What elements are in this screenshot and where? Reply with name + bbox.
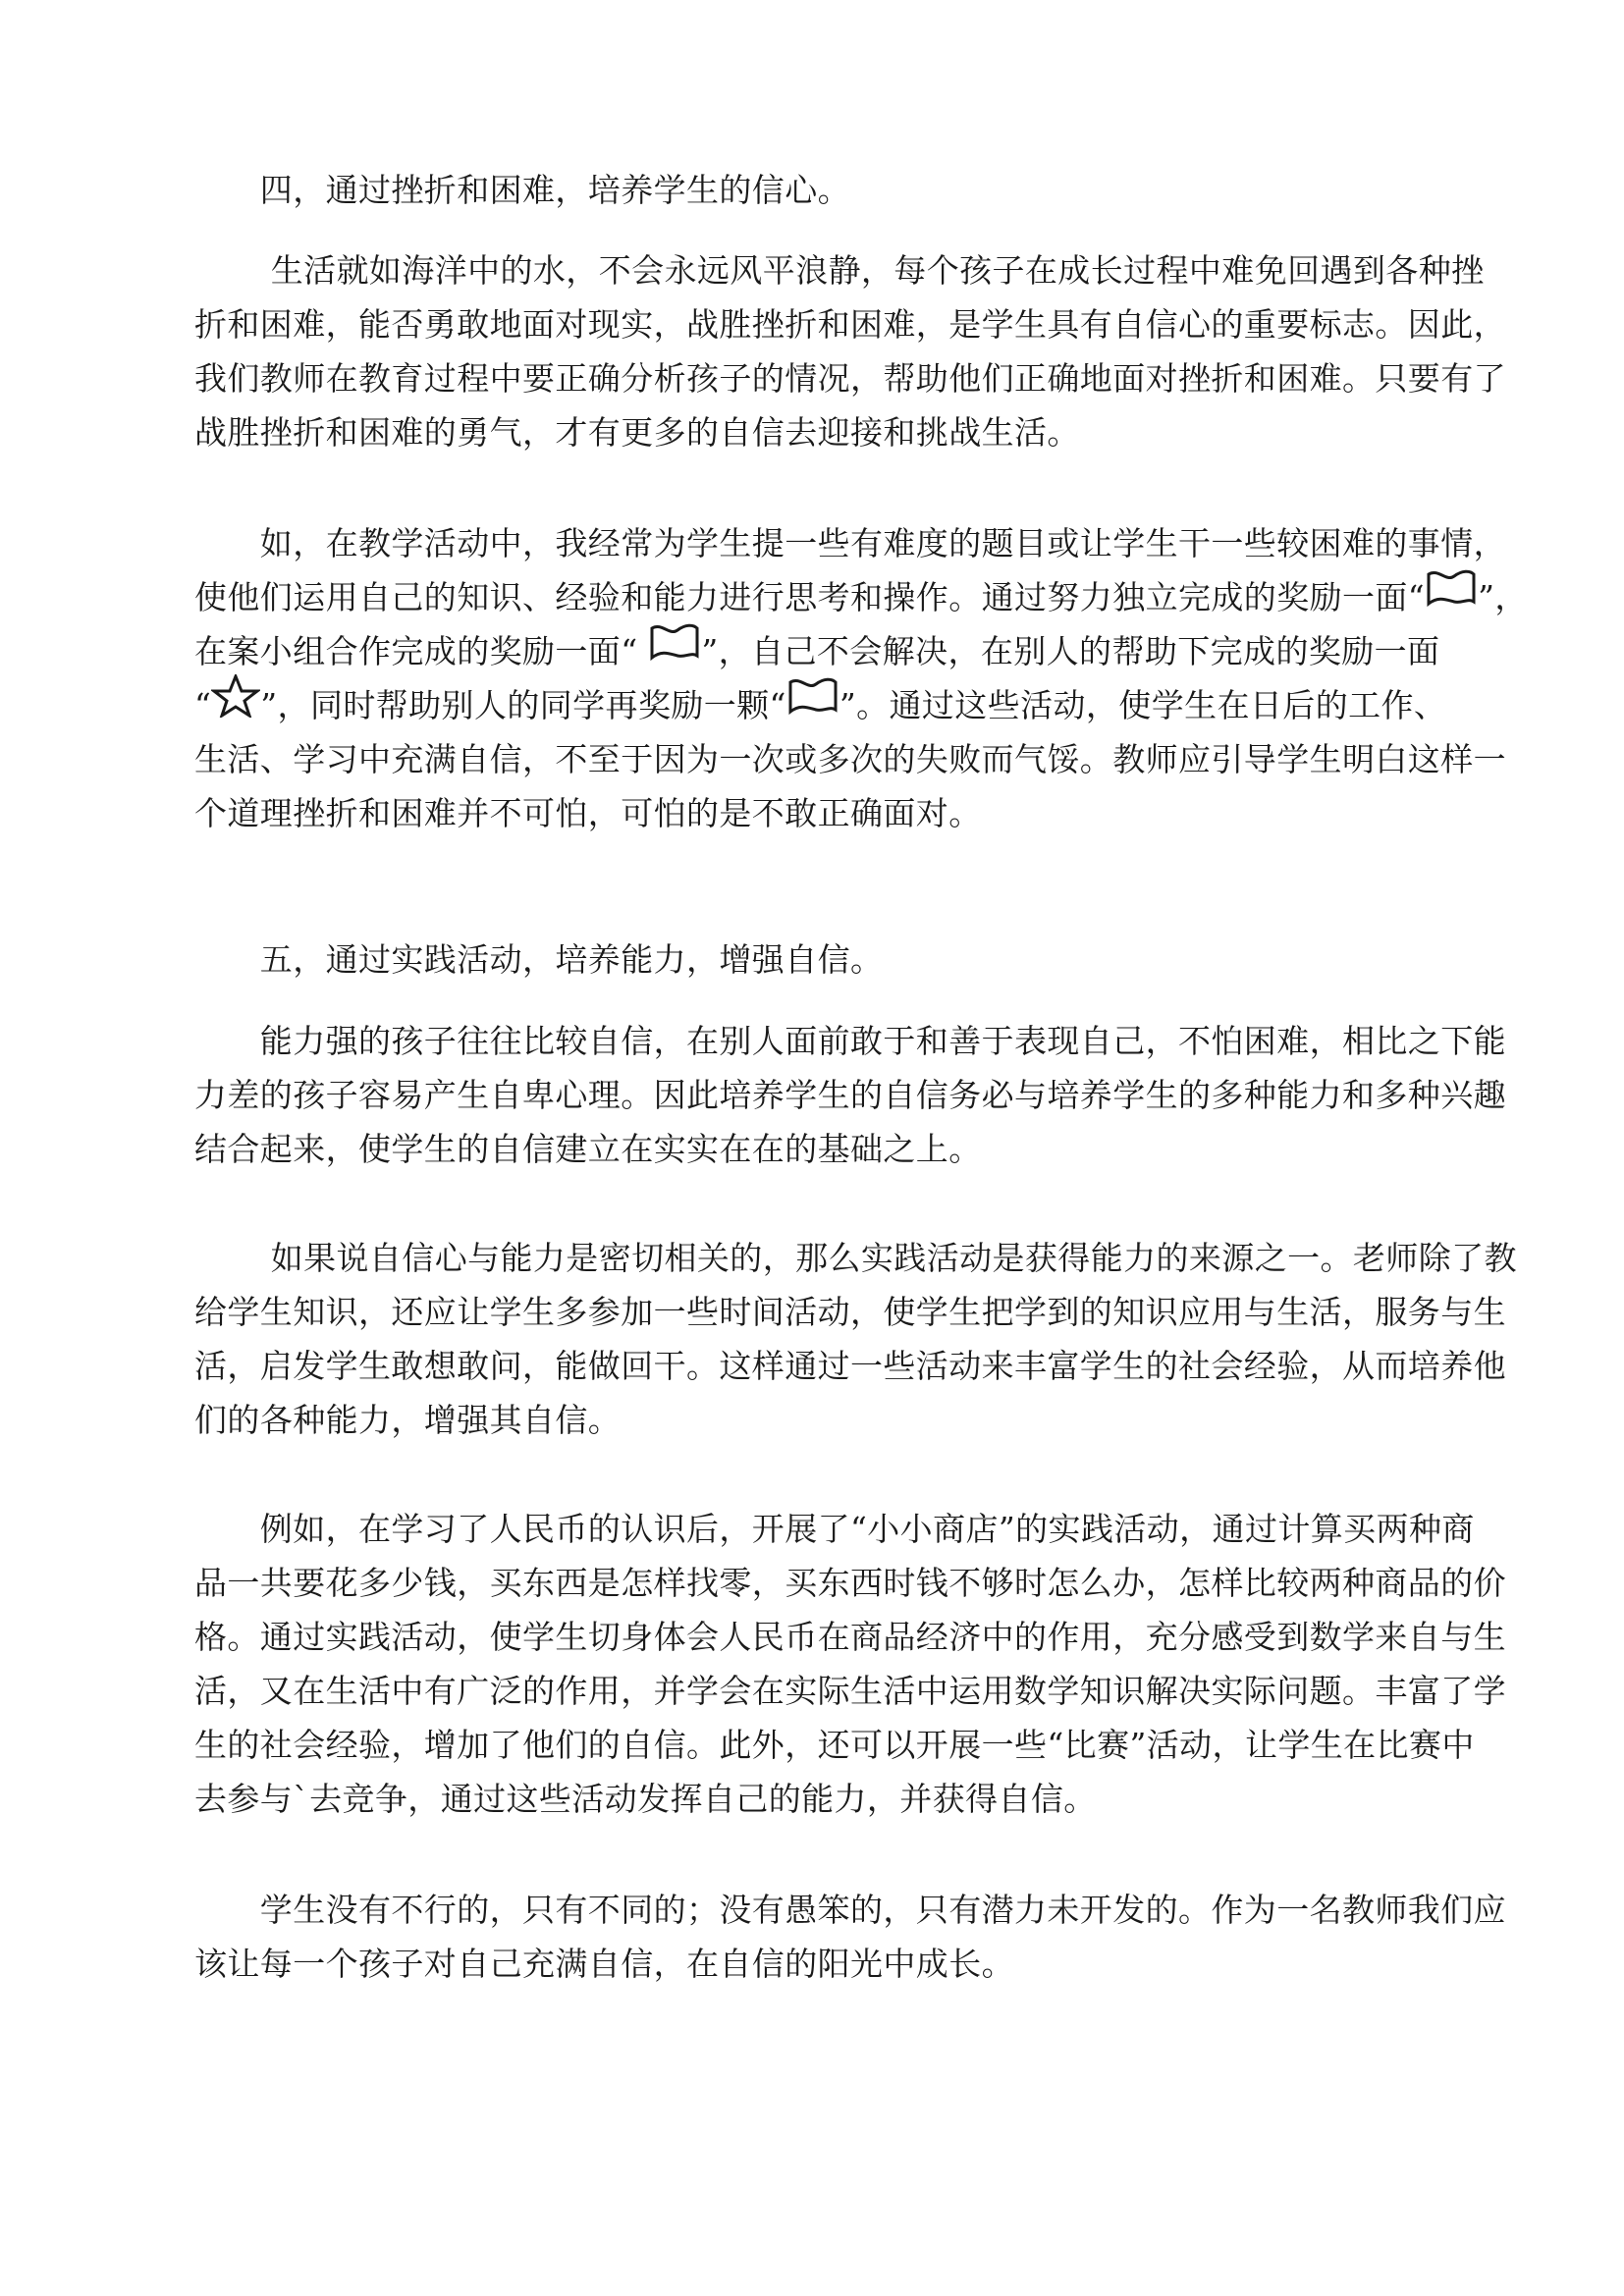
text-line: 我们教师在教育过程中要正确分析孩子的情况，帮助他们正确地面对挫折和困难。只要有了 (194, 359, 1506, 398)
section-heading-5 (194, 933, 1471, 987)
text-line: 去参与`去竞争，通过这些活动发挥自己的能力，并获得自信。 (194, 1780, 1097, 1818)
text-line: 五，通过实践活动，培养能力，增强自信。 (194, 940, 884, 979)
text-line: 使他们运用自己的知识、经验和能力进行思考和操作。通过努力独立完成的奖励一面“ ”， (194, 570, 1471, 624)
text-line: 品一共要花多少钱，买东西是怎样找零，买东西时钱不够时怎么办，怎样比较两种商品的价 (194, 1564, 1506, 1602)
text-line: 能力强的孩子往往比较自信，在别人面前敢于和善于表现自己，不怕困难，相比之下能 (194, 1022, 1506, 1060)
text-line: 折和困难，能否勇敢地面对现实，战胜挫折和困难，是学生具有自信心的重要标志。因此， (194, 305, 1506, 344)
flag-icon (1425, 568, 1478, 623)
text-line: 格。通过实践活动，使学生切身体会人民币在商品经济中的作用，充分感受到数学来自与生 (194, 1618, 1506, 1656)
text-line: 战胜挫折和困难的勇气，才有更多的自信去迎接和挑战生活。 (194, 413, 1080, 452)
text-line: 个道理挫折和困难并不可怕，可怕的是不敢正确面对。 (194, 794, 982, 832)
paragraph-life-ocean (194, 243, 1506, 459)
text-line: 该让每一个孩子对自己充满自信，在自信的阳光中成长。 (194, 1945, 1014, 1983)
paragraph-ability (194, 1014, 1506, 1176)
text-line: 如，在教学活动中，我经常为学生提一些有难度的题目或让学生干一些较困难的事情， (194, 524, 1506, 562)
paragraph-rmb-example (194, 1502, 1506, 1826)
text-line: 们的各种能力，增强其自信。 (194, 1401, 622, 1439)
text-line: 学生没有不行的，只有不同的；没有愚笨的，只有潜力未开发的。作为一名教师我们应 (194, 1891, 1506, 1929)
text-line: 例如，在学习了人民币的认识后，开展了“小小商店”的实践活动，通过计算买两种商 (194, 1510, 1475, 1548)
paragraph-practice (194, 1231, 1517, 1447)
flag-icon (648, 622, 701, 677)
text-line: 活，启发学生敢想敢问，能做回干。这样通过一些活动来丰富学生的社会经验，从而培养他 (194, 1347, 1506, 1385)
text-line: 活，又在生活中有广泛的作用，并学会在实际生活中运用数学知识解决实际问题。丰富了学 (194, 1672, 1506, 1710)
text-line: 生活就如海洋中的水，不会永远风平浪静，每个孩子在成长过程中难免回遇到各种挫 (194, 251, 1485, 290)
text-line: 在案小组合作完成的奖励一面“ ”，自己不会解决，在别人的帮助下完成的奖励一面 (194, 624, 1471, 678)
paragraph-rewards (194, 516, 1528, 840)
text-line: 生的社会经验，增加了他们的自信。此外，还可以开展一些“比赛”活动，让学生在比赛中 (194, 1726, 1475, 1764)
text-line: 结合起来，使学生的自信建立在实实在在的基础之上。 (194, 1130, 982, 1168)
text-line: 给学生知识，还应让学生多参加一些时间活动，使学生把学到的知识应用与生活，服务与生 (194, 1293, 1506, 1331)
flag-icon (786, 676, 839, 731)
text-line: 如果说自信心与能力是密切相关的，那么实践活动是获得能力的来源之一。老师除了教 (194, 1239, 1517, 1277)
star-icon (211, 674, 260, 733)
text-line: “ ”，同时帮助别人的同学再奖励一颗“ ”。通过这些活动，使学生在日后的工作、 (194, 678, 1471, 732)
text-line: 力差的孩子容易产生自卑心理。因此培养学生的自信务必与培养学生的多种能力和多种兴趣 (194, 1076, 1506, 1114)
section-heading-4 (194, 163, 1471, 217)
text-line: 生活、学习中充满自信，不至于因为一次或多次的失败而气馁。教师应引导学生明白这样一 (194, 740, 1506, 778)
text-line: 四，通过挫折和困难，培养学生的信心。 (194, 171, 850, 209)
paragraph-conclusion (194, 1883, 1506, 1991)
